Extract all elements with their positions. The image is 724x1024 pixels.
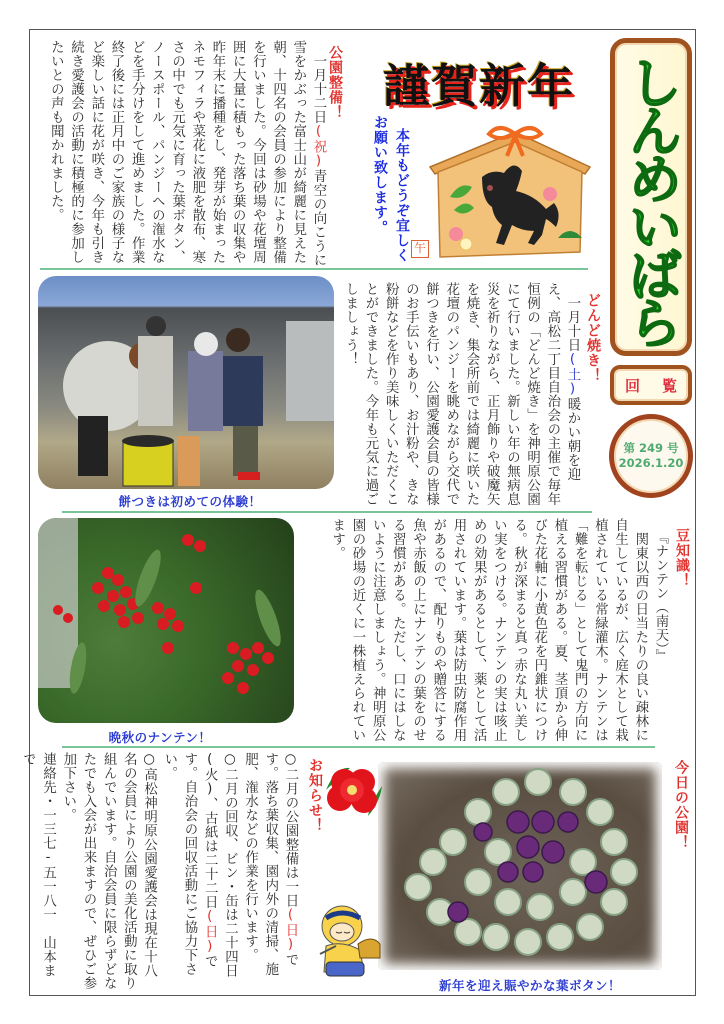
heading-trivia: 豆知識！ [674, 528, 690, 588]
greeting-line-2: お願い致します。 [372, 115, 388, 235]
divider-lower [62, 746, 655, 748]
heading-notices: お知らせ！ [307, 758, 323, 833]
contact-info: 連絡先・一三七-五一八一 山本まで [20, 752, 56, 978]
newsletter-title: しんめいばら [620, 55, 683, 343]
kairan-label [610, 365, 692, 405]
dondo-weekday-mark: (土) [565, 352, 580, 398]
cartoon-worker-watering-can-icon [318, 898, 388, 980]
divider-middle [62, 511, 592, 513]
trivia-text: 関東以西の日当たりの良い疎林に自生しているが、広く庭木として栽植されている常緑灌木。ナンテンは「難を転じる」として鬼門の方向に植える習慣がある。夏、茎頂から伸びた花軸に小黄色花を円錐状につける。秋が深まると真っ赤な丸い美しい実をつける。ナンテンの実は咳止めの効果があるとして、薬として活用されています。葉は防虫防腐作用があるので、配りものや贈答にする魚や赤飯の上にナンテンの葉をのせる習慣がある。ただし、口にはしないように注意しましょう。神明原公園の砂場の近くに一株植えられています。 [329, 518, 648, 742]
dondo-text: 暖かい朝を迎え、高松二丁目自治会の主催で毎年恒例の「どんど焼き」を神明原公園にて行いました。新しい年の無病息災を祈りながら、正月飾りや破魔矢を焼き、集会所前では綺麗に咲いた花壇のパンジーを眺めながら交代で餅つきを行い、公園愛護会員の皆様のお手伝いもあり、お汁粉や、きな粉餅などを作り美味しくいただくことができました。今年も元気に過ごしましょう！ [342, 282, 580, 506]
kairan-right: 覧 [662, 376, 678, 395]
kinga-shinnen-banner: 謹賀新年 [383, 59, 575, 113]
trivia-subtitle: 『ナンテン（南天）』 [653, 530, 668, 664]
dondo-date: 一月十日 [565, 296, 580, 352]
caption-nanten: 晩秋のナンテン！ [108, 730, 212, 745]
ema-horse-illustration [420, 122, 598, 262]
greeting-line-1: 本年もどうぞ宜しく [394, 128, 410, 263]
article-park-maintenance-body [40, 40, 328, 268]
mochi-scene-illustration [38, 276, 334, 489]
heading-dondo-yaki: どんど焼き！ [585, 293, 601, 383]
issue-date: 2026.1.20 [618, 456, 684, 470]
heading-todays-park: 今日の公園！ [673, 760, 689, 850]
habotan-bed-illustration [378, 762, 662, 970]
notice-item-2: ○二月の回収、ビン・缶は二十四日(火)、古紙は二十二日(日)です。自治会の回収活動にご協力下さい。 [161, 752, 238, 978]
park-maintenance-holiday-mark: (祝) [311, 124, 326, 170]
article-dondo-yaki-body [342, 282, 582, 507]
notice-item-1: ○二月の公園整備は一日(日)です。落ち葉収集、園内外の清掃、施肥、潅水などの作業を行います。 [242, 752, 298, 976]
article-trivia-body [300, 518, 670, 743]
caption-mochi: 餅つきは初めての体験！ [118, 494, 262, 509]
issue-badge [609, 414, 693, 498]
caption-habotan: 新年を迎え賑やかな葉ボタン！ [438, 978, 621, 993]
notices-body [20, 752, 300, 990]
park-maintenance-date: 一月十二日 [311, 54, 326, 124]
issue-number: 第 249 号 [623, 441, 679, 455]
nanten-berries-illustration [38, 518, 294, 723]
notice-item-3: ○高松神明原公園愛護会は現在十八名の会員により公園の美化活動に取り組んでいます。自治会員に限らずどなたでも入会が出来ますので、ぜひご参加下さい。 [60, 752, 157, 990]
masthead-title-box [610, 38, 692, 356]
divider-top [40, 268, 588, 270]
kairan-left: 回 [624, 376, 640, 395]
park-maintenance-text: 青空の向こうに雪をかぶった富士山が綺麗に見えた朝、十四名の会員の参加により整備を行いました。今回は砂場や花壇周囲に大量に積もった落ち葉の収集や昨年末に播種をし、発芽が始まったネモフィラや菜花に液肥を散布、寒さの中でも元気に育った葉ボタン、ノースポール、パンジーへの潅水などを手分けをして進めました。作業終了後には正月中のご家族の様子など楽しい話に花が咲き、今年も引き続き愛護会の活動に積極的に参加したいとの声も聞かれました。 [48, 40, 326, 268]
photo-mochi-tsuki [38, 276, 334, 489]
camellia-flower-icon [322, 760, 384, 820]
photo-nanten [38, 518, 294, 723]
ema-stamp-horse: 午 [411, 240, 429, 258]
photo-habotan [378, 762, 662, 970]
heading-park-maintenance: 公園整備！ [327, 45, 343, 120]
